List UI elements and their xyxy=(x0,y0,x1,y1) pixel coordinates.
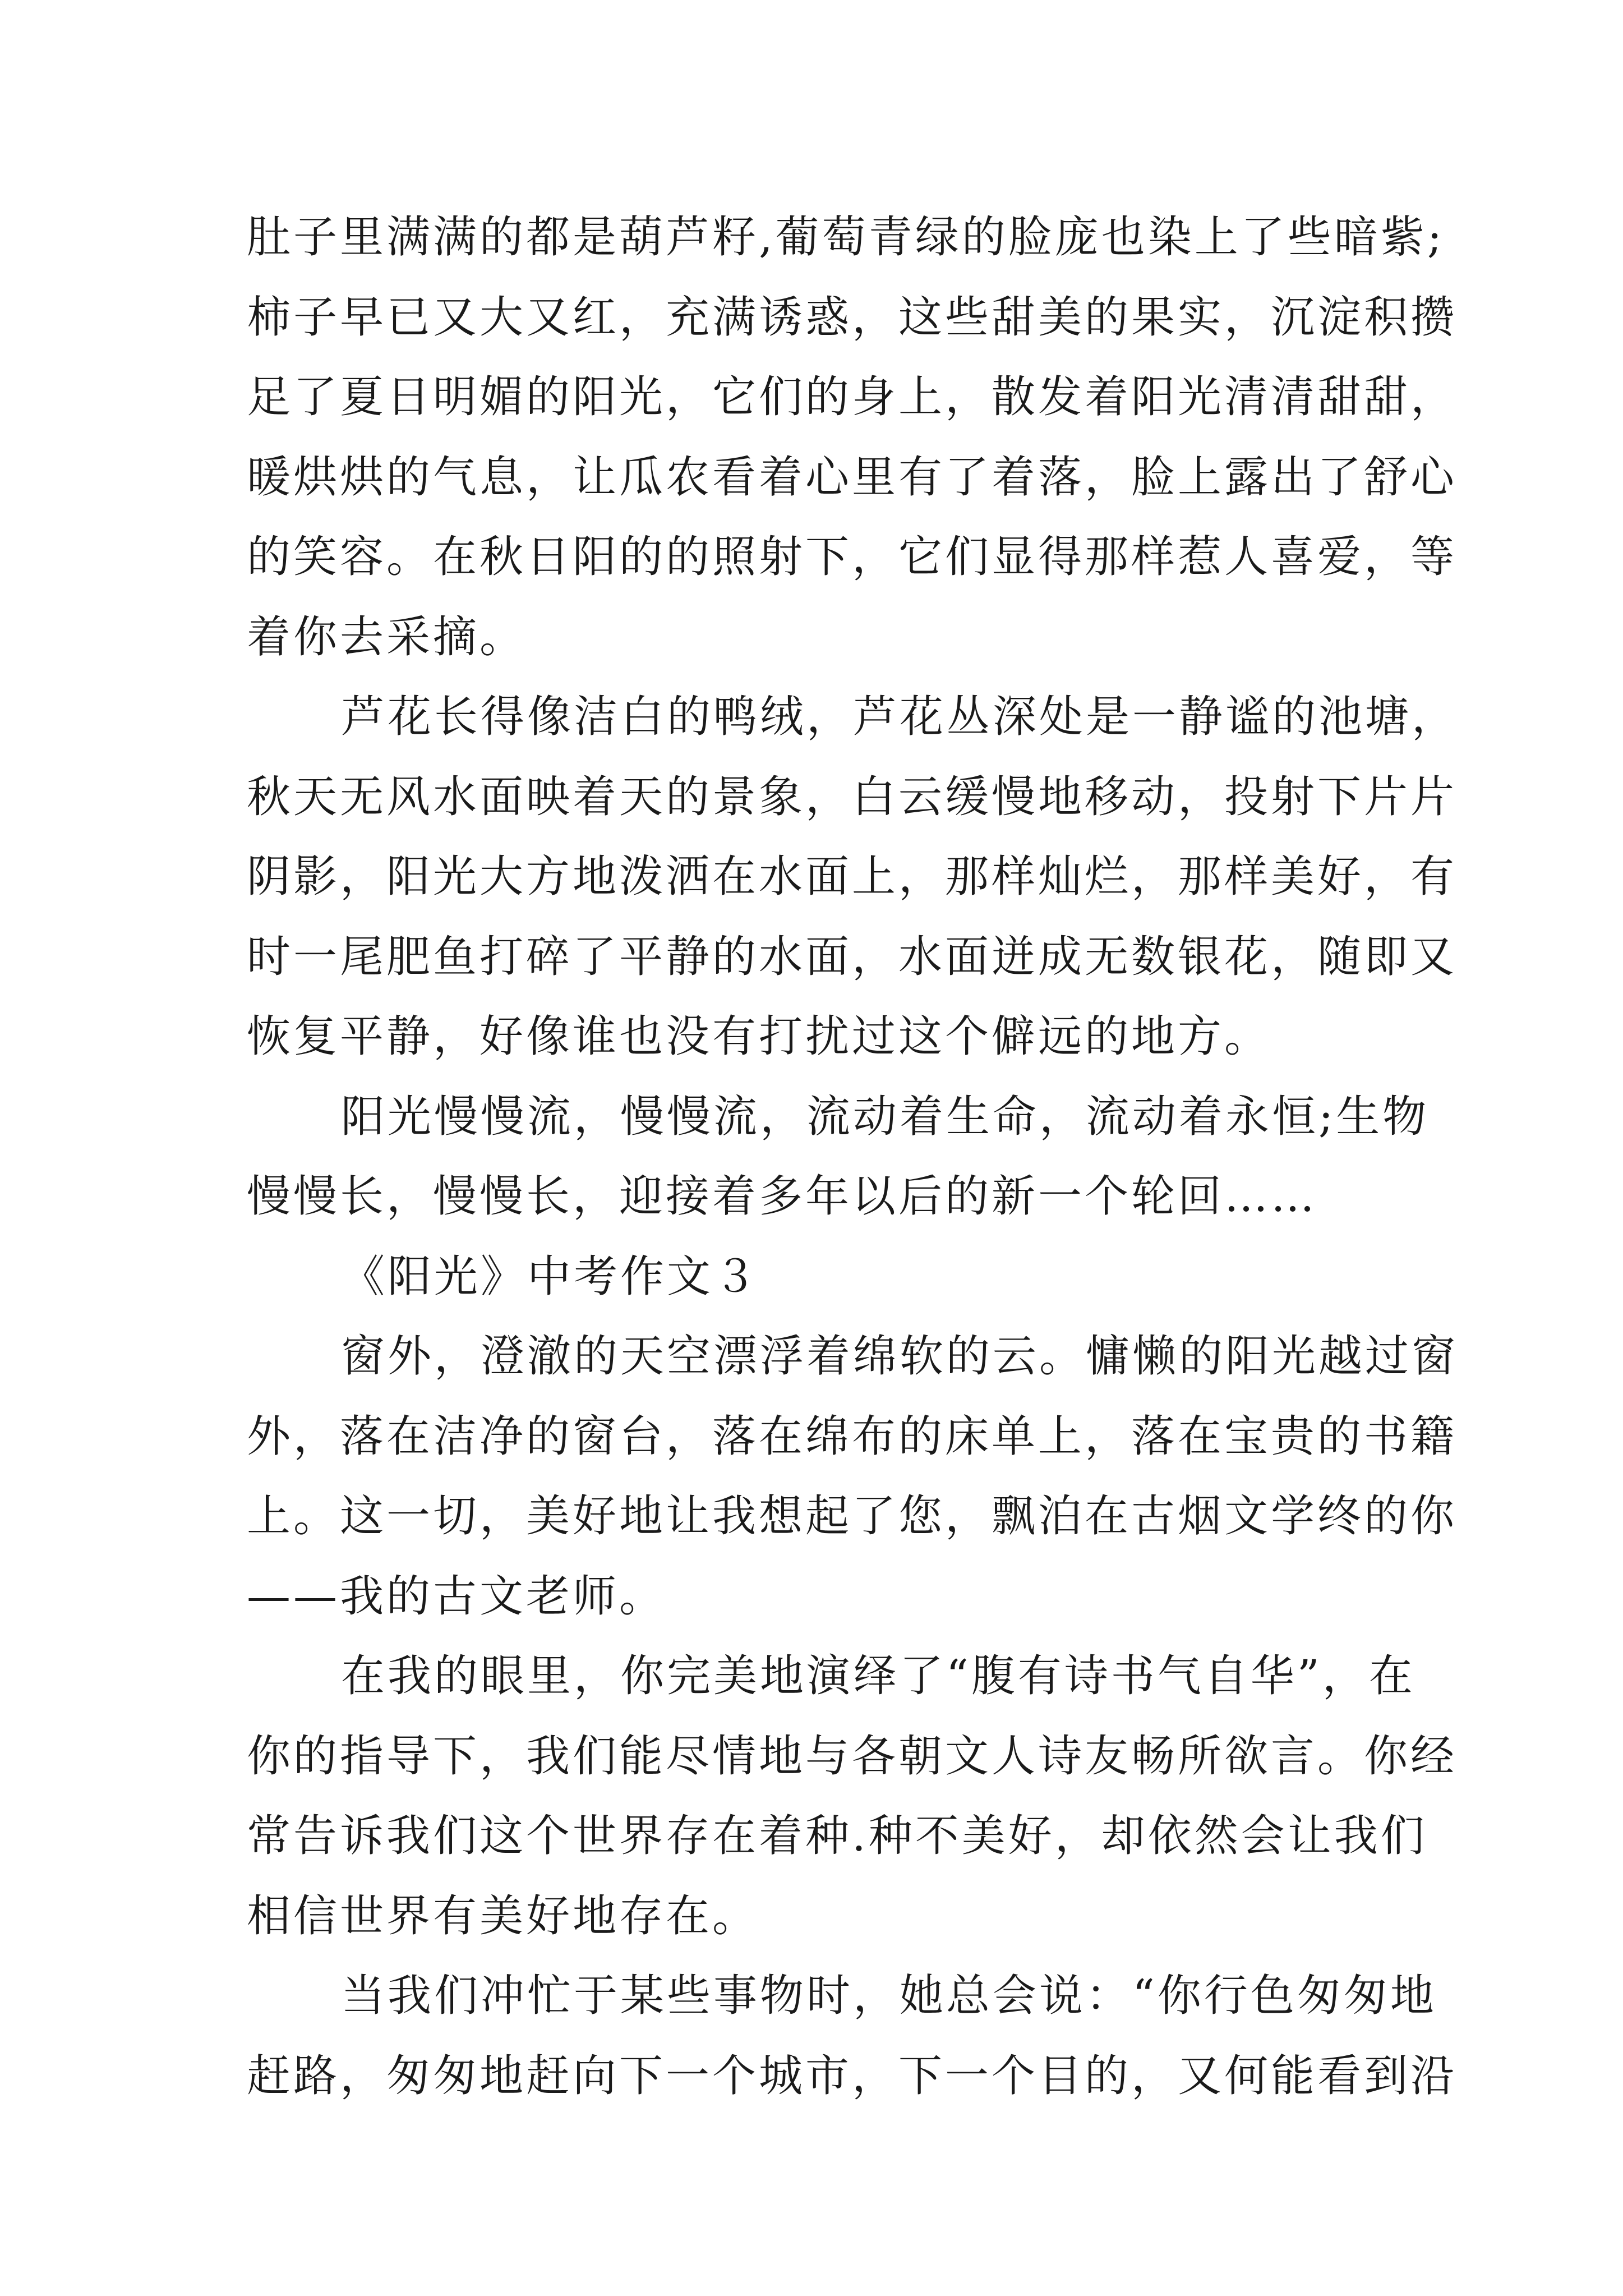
text-line: 慢慢长，慢慢长，迎接着多年以后的新一个轮回…… xyxy=(247,1171,1318,1222)
paragraph-first-line: 在我的眼里，你完美地演绎了“腹有诗书气自华”，在 xyxy=(341,1651,1415,1701)
paragraph-first-line: 窗外，澄澈的天空漂浮着绵软的云。慵懒的阳光越过窗 xyxy=(341,1331,1459,1382)
text-line: 暖烘烘的气息，让瓜农看着心里有了着落，脸上露出了舒心 xyxy=(247,452,1458,503)
text-line: 秋天无风水面映着天的景象，白云缓慢地移动，投射下片片 xyxy=(247,771,1458,822)
text-line: 阴影，阳光大方地泼洒在水面上，那样灿烂，那样美好，有 xyxy=(247,852,1458,902)
text-line: 肚子里满满的都是葫芦籽,葡萄青绿的脸庞也染上了些暗紫; xyxy=(247,212,1445,263)
text-line: 上。这一切，美好地让我想起了您，飘泊在古烟文学终的你 xyxy=(247,1491,1458,1542)
text-line: 的笑容。在秋日阳的的照射下，它们显得那样惹人喜爱，等 xyxy=(247,532,1458,582)
text-line: 相信世界有美好地存在。 xyxy=(247,1890,759,1941)
text-line: 足了夏日明媚的阳光，它们的身上，散发着阳光清清甜甜， xyxy=(247,372,1458,422)
text-line: 外，落在洁净的窗台，落在绵布的床单上，落在宝贵的书籍 xyxy=(247,1411,1458,1462)
paragraph-first-line: 芦花长得像洁白的鸭绒，芦花丛深处是一静谧的池塘， xyxy=(341,692,1459,742)
text-line: 你的指导下，我们能尽情地与各朝文人诗友畅所欲言。你经 xyxy=(247,1731,1458,1782)
section-heading: 《阳光》中考作文３ xyxy=(341,1251,760,1302)
paragraph-first-line: 当我们冲忙于某些事物时，她总会说：“你行色匆匆地 xyxy=(341,1971,1437,2021)
body-text xyxy=(247,197,1459,2116)
text-line: 恢复平静，好像谁也没有打扰过这个僻远的地方。 xyxy=(247,1011,1271,1062)
text-line: 赶路，匆匆地赶向下一个城市，下一个目的，又何能看到沿 xyxy=(247,2050,1458,2101)
text-line: 时一尾肥鱼打碎了平静的水面，水面迸成无数银花，随即又 xyxy=(247,931,1458,982)
text-line: 着你去采摘。 xyxy=(247,611,527,662)
text-line: 柿子早已又大又红，充满诱惑，这些甜美的果实，沉淀积攒 xyxy=(247,292,1458,343)
text-line: ——我的古文老师。 xyxy=(247,1571,666,1622)
text-line: 常告诉我们这个世界存在着种.种不美好，却依然会让我们 xyxy=(247,1811,1427,1861)
paragraph-first-line: 阳光慢慢流，慢慢流，流动着生命，流动着永恒;生物 xyxy=(341,1091,1430,1142)
